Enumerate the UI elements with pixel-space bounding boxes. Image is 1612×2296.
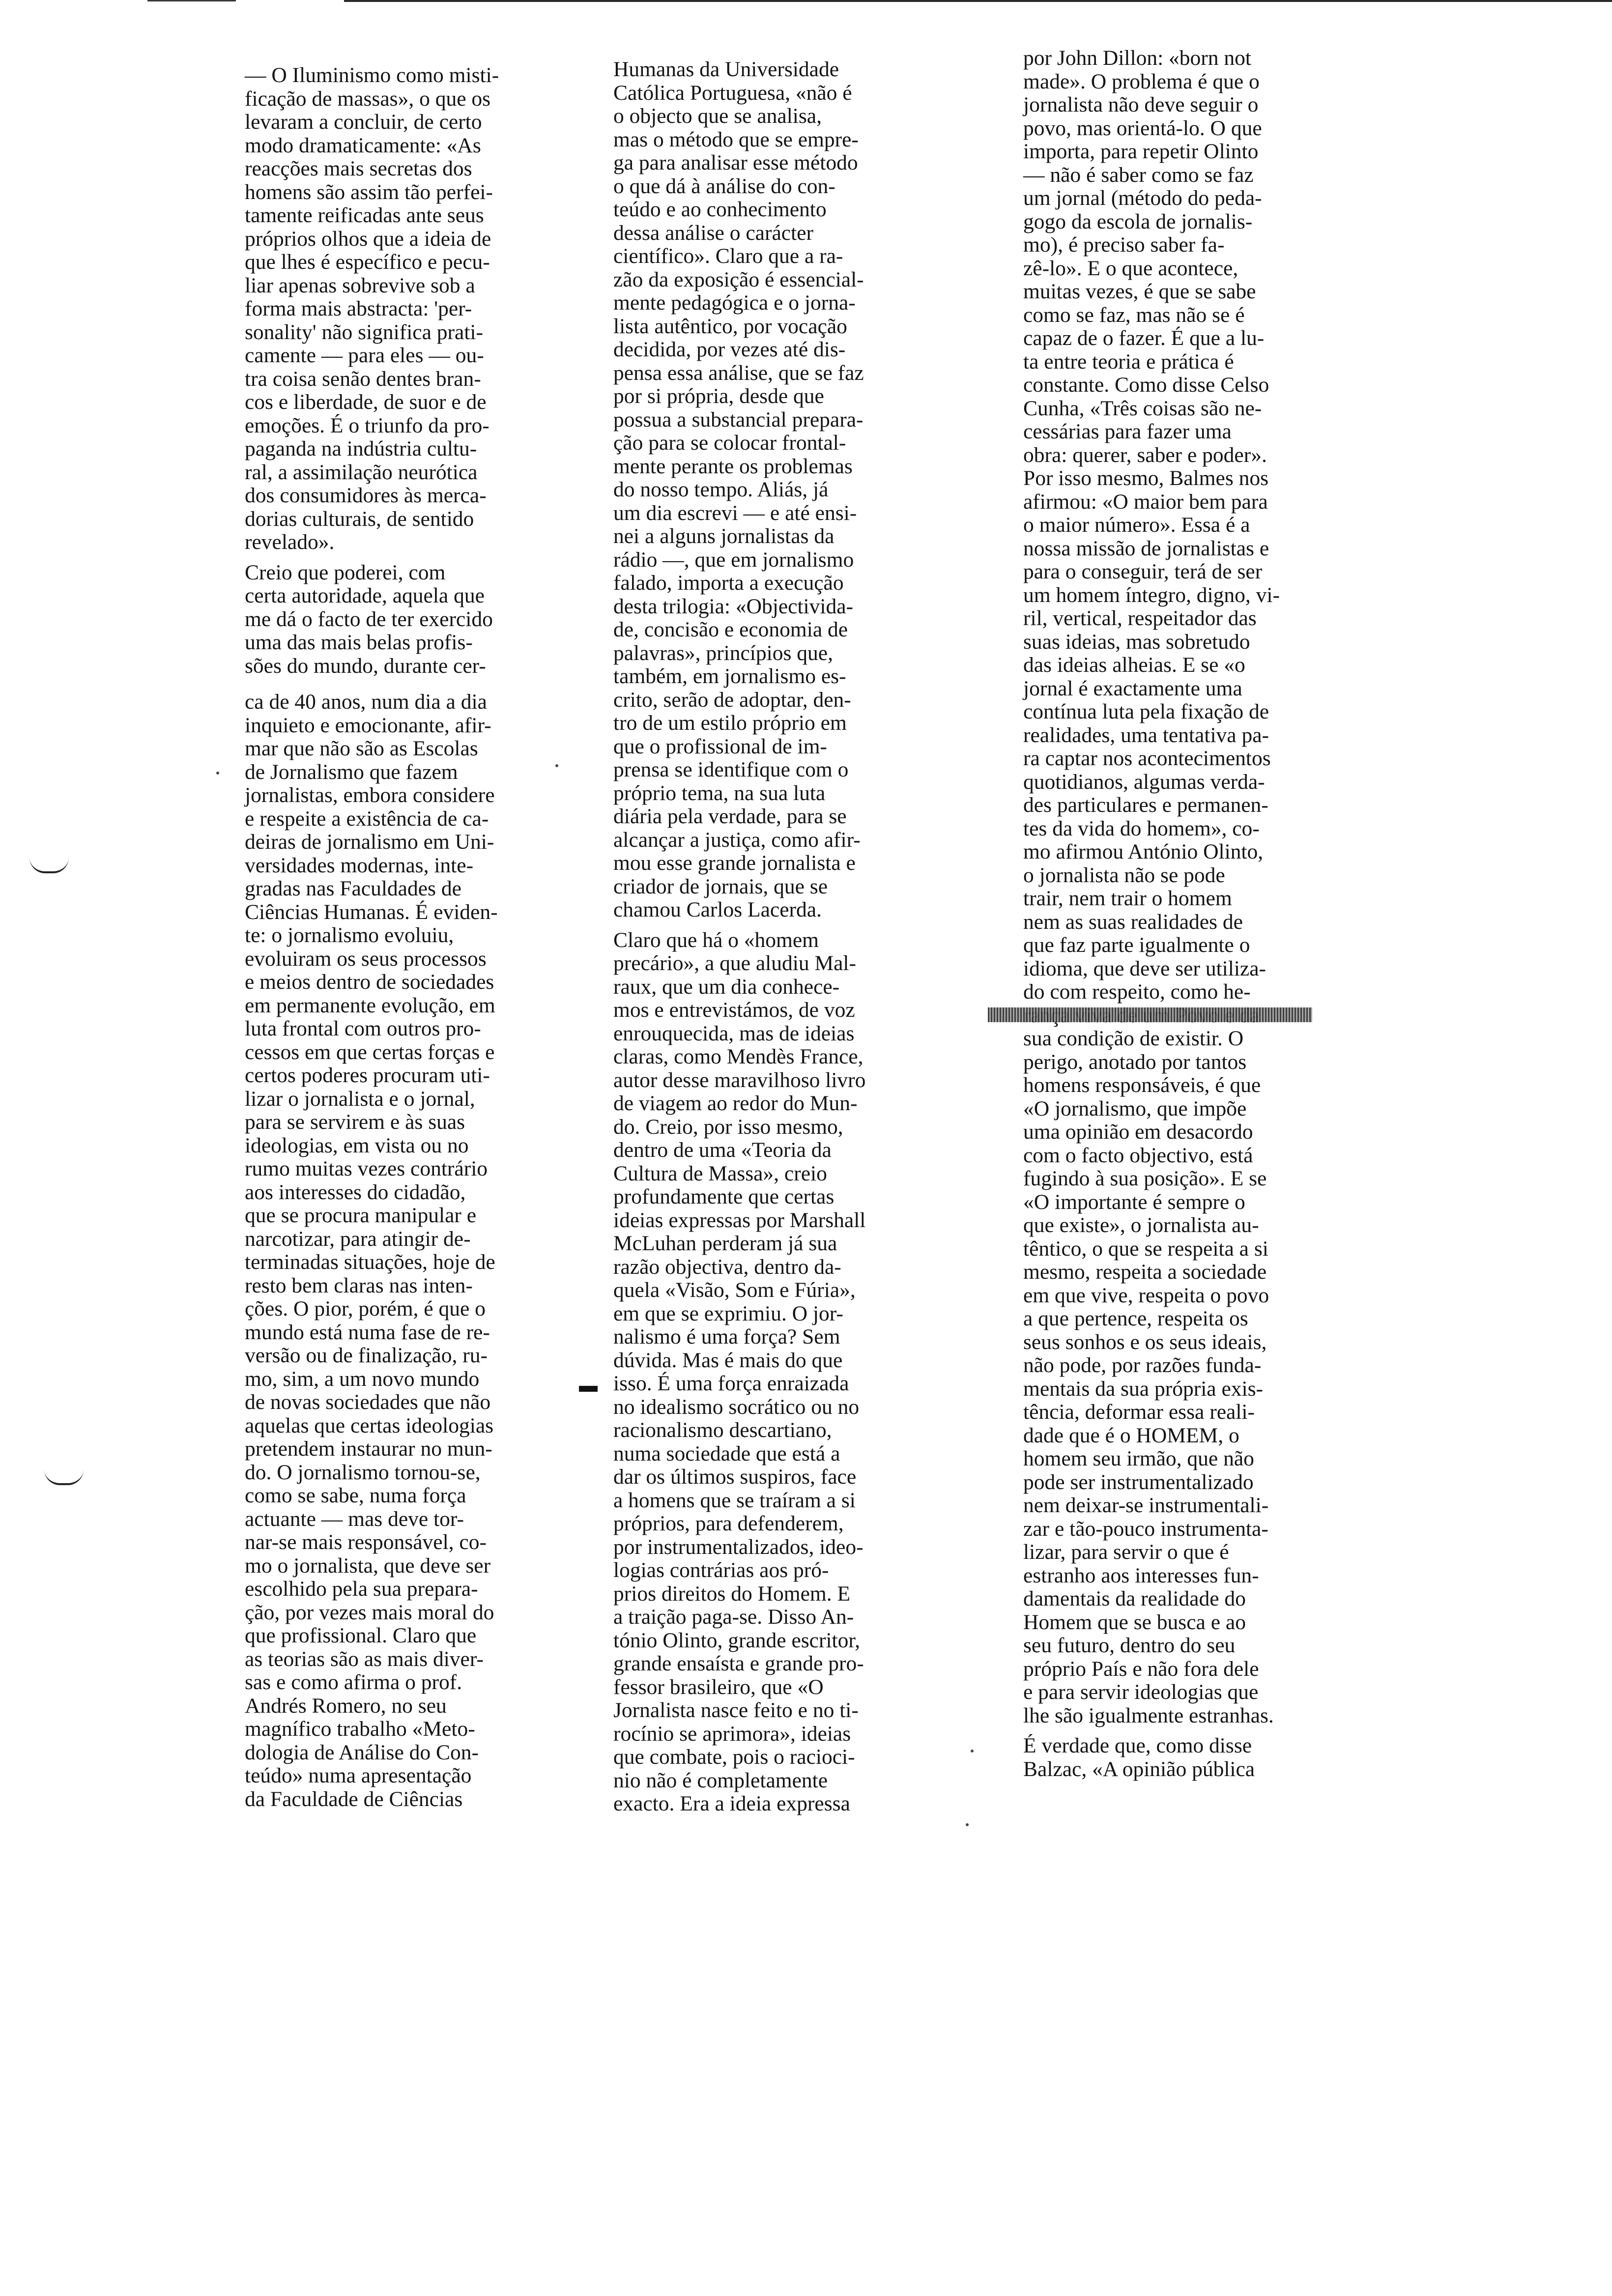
column-2-paragraph: Claro que há o «homem precário», a que aludiu Mal- raux, que um dia conhece- mos e entrevistámos, de voz enrouquecida, mas de ideias claras, como Mendès France, autor desse maravilhoso livro de viagem ao redor do Mun- do. Creio, por isso mesmo, dentro de uma «Teoria da Cultura de Massa», creio profundamente que certas ideias expressas por Marshall McLuhan perderam já sua razão objectiva, dentro da- quela «Visão, Som e Fúria», em que se exprimiu. O jor- nalismo é uma força? Sem dúvida. Mas é mais do que isso. É uma força enraizada no idealismo socrático ou no racionalismo descartiano, numa sociedade que está a dar os últimos suspiros, face a homens que se traíram a si próprios, para defenderem, por instrumentalizados, ideo- logias contrárias aos pró- prios direitos do Homem. E a traição paga-se. Disso An- tónio Olinto, grande escritor, grande ensaísta e grande pro- fessor brasileiro, que «O Jornalista nasce feito e no ti- rocínio se aprimora», ideias que combate, pois o racioci- nio não é completamente exacto. Era a ideia expressa [613, 928, 866, 1815]
column-1-paragraph: ca de 40 anos, num dia a dia inquieto e emocionante, afir- mar que não são as Escolas de Jornalismo que fazem jornalistas, embora considere e respeite a existência de ca- deiras de jornalismo em Uni- versidades modernas, inte- gradas nas Faculdades de Ciências Humanas. É eviden- te: o jornalismo evoluiu, evoluiram os seus processos e meios dentro de sociedades em permanente evolução, em luta frontal com outros pro- cessos em que certas forças e certos poderes procuram uti- lizar o jornalista e o jornal, para se servirem e às suas ideologias, em vista ou no rumo muitas vezes contrário aos interesses do cidadão, que se procura manipular e narcotizar, para atingir de- terminadas situações, hoje de resto bem claras nas inten- ções. O pior, porém, é que o mundo está numa fase de re- versão ou de finalização, ru- mo, sim, a um novo mundo de novas sociedades que não aquelas que certas ideologias pretendem instaurar no mun- do. O jornalismo tornou-se, como se sabe, numa força actuante — mas deve tor- nar-se mais responsável, co- mo o jornalista, que deve ser escolhido pela sua prepara- ção, por vezes mais moral do que profissional. Claro que as teorias são as mais diver- sas e como afirma o prof. Andrés Romero, no seu magnífico trabalho «Meto- dologia de Análise do Con- teúdo» numa apresentação da Faculdade de Ciências [245, 690, 498, 1811]
article-column-1 [245, 64, 530, 1811]
margin-mark [29, 858, 69, 873]
print-speck [966, 1823, 969, 1826]
article-column-2 [613, 58, 901, 1816]
column-2-paragraph: Humanas da Universidade Católica Portuguesa, «não é o objecto que se analisa, mas o método que se empre- ga para analisar esse método o que dá à análise do con- teúdo e ao conhecimento dessa análise o carácter científico». Claro que a ra- zão da exposição é essencial- mente pedagógica e o jorna- lista autêntico, por vocação decidida, por vezes até dis- pensa essa análise, que se faz por si própria, desde que possua a substancial prepara- ção para se colocar frontal- mente perante os problemas do nosso tempo. Aliás, já um dia escrevi — e até ensi- nei a alguns jornalistas da rádio —, que em jornalismo falado, importa a execução desta trilogia: «Objectivida- de, concisão e economia de palavras», princípios que, também, em jornalismo es- crito, serão de adoptar, den- tro de um estilo próprio em que o profissional de im- prensa se identifique com o próprio tema, na sua luta diária pela verdade, para se alcançar a justiça, como afir- mou esse grande jornalista e criador de jornais, que se chamou Carlos Lacerda. [613, 57, 864, 921]
column-3-paragraph: por John Dillon: «born not made». O problema é que o jornalista não deve seguir o povo, mas orientá-lo. O que importa, para repetir Olinto — não é saber como se faz um jornal (método do peda- gogo da escola de jornalis- mo), é preciso saber fa- zê-lo». E o que acontece, muitas vezes, é que se sabe como se faz, mas não se é capaz de o fazer. É que a lu- ta entre teoria e prática é constante. Como disse Celso Cunha, «Três coisas são ne- cessárias para fazer uma obra: querer, saber e poder». Por isso mesmo, Balmes nos afirmou: «O maior bem para o maior número». Essa é a nossa missão de jornalistas e para o conseguir, terá de ser um homem íntegro, digno, vi- ril, vertical, respeitador das suas ideias, mas sobretudo das ideias alheias. E se «o jornal é exactamente uma contínua luta pela fixação de realidades, uma tentativa pa- ra captar nos acontecimentos quotidianos, algumas verda- des particulares e permanen- tes da vida do homem», co- mo afirmou António Olinto, o jornalista não se pode trair, nem trair o homem nem as suas realidades de que faz parte igualmente o idioma, que deve ser utiliza- do com respeito, como he- sua condição de existir. O perigo, anotado por tantos homens responsáveis, é que «O jornalismo, que impõe uma opinião em desacordo com o facto objectivo, está fugindo à sua posição». E se «O importante é sempre o que existe», o jornalista au- têntico, o que se respeita a si mesmo, respeita a sociedade em que vive, respeita o povo a que pertence, respeita os seus sonhos e os seus ideais, não pode, por razões funda- mentais da sua própria exis- tência, deformar essa reali- dade que é o HOMEM, o homem seu irmão, que não pode ser instrumentalizado nem deixar-se instrumentali- zar e tão-pouco instrumenta- lizar, para servir o que é estranho aos interesses fun- damentais da realidade do Homem que se busca e ao seu futuro, dentro do seu próprio País e não fora dele e para servir ideologias que lhe são igualmente estranhas. [1023, 46, 1280, 1727]
article-column-3 [1023, 47, 1308, 1781]
print-speck [216, 772, 219, 775]
column-1-paragraph: Creio que poderei, com certa autoridade, aquela que me dá o facto de ter exercido uma das mais belas profis- sões do mundo, durante cer- [245, 560, 493, 678]
column-3-paragraph: É verdade que, como disse Balzac, «A opinião pública [1023, 1734, 1255, 1781]
top-rule-right [344, 0, 1612, 2]
margin-mark [44, 1469, 84, 1485]
column-gap [245, 678, 530, 690]
print-speck [971, 1750, 974, 1752]
margin-mark [579, 1386, 598, 1392]
column-1-paragraph: — O Iluminismo como misti- ficação de massas», o que os levaram a concluir, de certo modo dramaticamente: «As reacções mais secretas dos homens são assim tão perfei- tamente reificadas ante seus próprios olhos que a ideia de que lhes é específico e pecu- liar apenas sobrevive sob a forma mais abstracta: 'per- sonality' não significa prati- camente — para eles — ou- tra coisa senão dentes bran- cos e liberdade, de suor e de emoções. É o triunfo da pro- paganda na indústria cultu- ral, a assimilação neurótica dos consumidores às merca- dorias culturais, de sentido revelado». [245, 63, 499, 554]
top-rule-left [147, 0, 236, 1]
scan-artifact-bar [988, 1007, 1312, 1022]
print-speck [555, 764, 558, 767]
